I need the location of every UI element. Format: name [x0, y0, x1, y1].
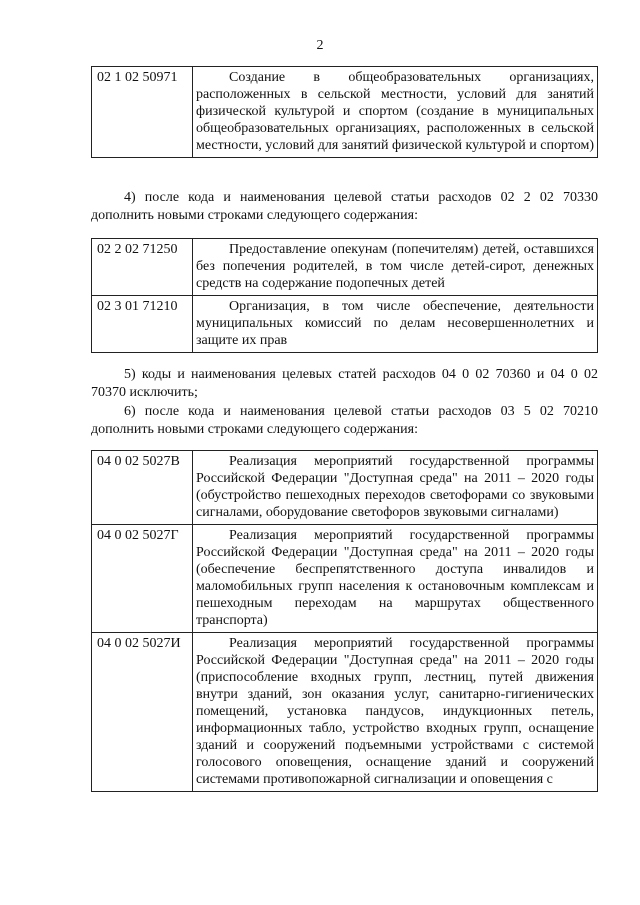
table-row: [92, 525, 598, 633]
target-code: 04 0 02 5027В: [92, 451, 193, 525]
target-code: 02 1 02 50971: [92, 67, 193, 158]
budget-codes-table-1: [91, 66, 598, 158]
paragraph-item-5: 5) коды и наименования целевых статей расходов 04 0 02 70360 и 04 0 02 70370 исключить;: [91, 367, 598, 400]
table-row: [92, 296, 598, 353]
budget-codes-table-3: [91, 450, 598, 792]
target-description: Создание в общеобразовательных организациях, расположенных в сельской местности, условий для занятий физической культурой и спортом (создание в муниципальных общеобразовательных организациях, расположенных в сельской местности, условий для занятий физической культурой и спортом): [193, 67, 598, 158]
budget-codes-table-2: [91, 238, 598, 353]
target-code: 04 0 02 5027Г: [92, 525, 193, 633]
target-code: 04 0 02 5027И: [92, 633, 193, 792]
target-code: 02 2 02 71250: [92, 239, 193, 296]
target-description: Реализация мероприятий государственной программы Российской Федерации "Доступная среда" на 2011 – 2020 годы (приспособление входных групп, лестниц, путей движения внутри зданий, зон оказания услуг, санитарно-гигиенических помещений, установка пандусов, индукционных петель, информационных табло, устройство входных групп, оснащение зданий и сооружений подъемными устройствами с системой голосового оповещения, оснащение зданий и сооружений системами противопожарной сигнализации и оповещения с: [193, 633, 598, 792]
table-row: [92, 451, 598, 525]
target-code: 02 3 01 71210: [92, 296, 193, 353]
target-description: Организация, в том числе обеспечение, деятельности муниципальных комиссий по делам несовершеннолетних и защите их прав: [193, 296, 598, 353]
paragraph-item-6: 6) после кода и наименования целевой статьи расходов 03 5 02 70210 дополнить новыми строками следующего содержания:: [91, 404, 598, 437]
target-description: Предоставление опекунам (попечителям) детей, оставшихся без попечения родителей, в том числе детей-сирот, денежных средств на содержание подопечных детей: [193, 239, 598, 296]
table-row: [92, 239, 598, 296]
paragraph-item-4: 4) после кода и наименования целевой статьи расходов 02 2 02 70330 дополнить новыми строками следующего содержания:: [91, 190, 598, 223]
table-row: [92, 67, 598, 158]
page-number: 2: [316, 38, 324, 53]
target-description: Реализация мероприятий государственной программы Российской Федерации "Доступная среда" на 2011 – 2020 годы (обеспечение беспрепятственного доступа инвалидов и маломобильных групп населения к остановочным комплексам и пешеходным переходам на маршрутах общественного транспорта): [193, 525, 598, 633]
target-description: Реализация мероприятий государственной программы Российской Федерации "Доступная среда" на 2011 – 2020 годы (обустройство пешеходных переходов светофорами со звуковыми сигналами, оборудование светофоров звуковыми сигналами): [193, 451, 598, 525]
table-row: [92, 633, 598, 792]
